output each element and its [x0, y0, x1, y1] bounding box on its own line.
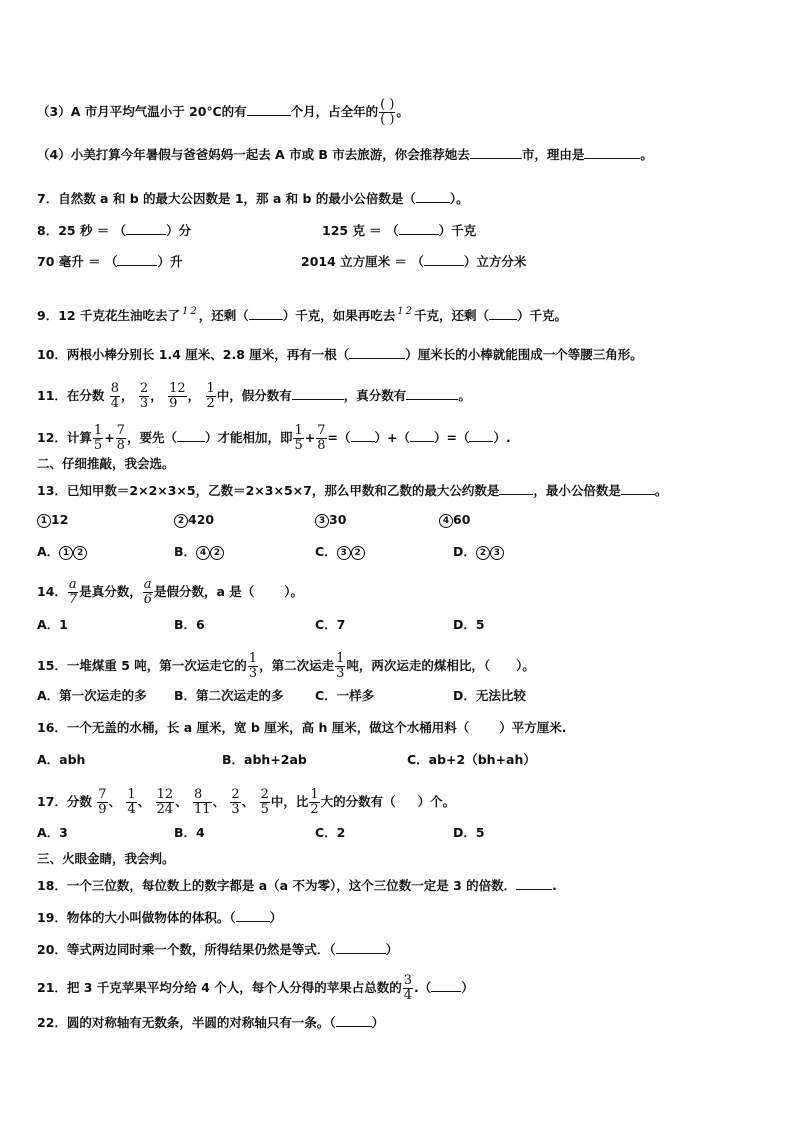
circled-number: 2: [174, 514, 188, 528]
separator: 、: [241, 794, 255, 809]
q14-option-b[interactable]: B．6: [174, 617, 205, 632]
q9-c: ）千克，如果再吃去: [282, 308, 396, 323]
fraction: [168, 382, 187, 411]
fraction-denominator: 5: [294, 438, 303, 453]
fraction-numerator: a: [143, 577, 152, 592]
q13-option-a[interactable]: [37, 544, 87, 560]
fraction-denominator: 3: [231, 802, 240, 817]
fraction-numerator: 1: [93, 423, 103, 438]
fraction-numerator: 12: [169, 381, 186, 396]
fraction-numerator: 1: [336, 651, 345, 666]
q11-end: 。: [458, 388, 471, 403]
q13-text: 13．已知甲数＝2×2×3×5，乙数＝2×3×5×7，那么甲数和乙数的最大公约数是: [37, 483, 500, 498]
q14-option-c[interactable]: C．7: [315, 617, 346, 632]
q9-e: ）千克。: [517, 308, 568, 323]
circled-number: 4: [196, 546, 210, 560]
q6-3-text-b: 个月，占全年的: [290, 104, 379, 119]
q13-item-value: 60: [453, 512, 471, 527]
q12-eq: =（: [327, 430, 351, 445]
fraction-numerator: a: [68, 577, 77, 592]
fraction-numerator: 3: [403, 973, 412, 988]
q13-end: 。: [654, 483, 668, 498]
q16-end: ）平方厘米.: [499, 720, 567, 735]
fraction-denominator: 24: [156, 802, 174, 817]
answer-blank[interactable]: [336, 941, 386, 954]
answer-blank[interactable]: [416, 190, 450, 203]
fraction-denominator: 2: [190, 306, 197, 317]
q18-text: 18．一个三位数，每位数上的数字都是 a（a 不为零），这个三位数一定是 3 的倍数．: [37, 878, 517, 893]
fraction-denominator: 9: [169, 396, 178, 411]
answer-blank[interactable]: [469, 429, 493, 442]
question-7: [37, 190, 469, 207]
q8-c: 70 毫升 ＝ （: [37, 254, 118, 269]
q17-option-b[interactable]: B．4: [174, 825, 205, 840]
fraction: [156, 788, 175, 817]
question-6-3: [37, 98, 409, 127]
fraction: [335, 652, 345, 681]
q22-end: ）: [371, 1015, 385, 1030]
answer-blank[interactable]: [584, 146, 640, 159]
q22-text: 22．圆的对称轴有无数条，半圆的对称轴只有一条。（: [37, 1015, 336, 1030]
fraction: [143, 578, 153, 607]
q14-option-d[interactable]: D．5: [453, 617, 485, 632]
fraction: [260, 788, 270, 817]
q13-item-2: [174, 512, 214, 528]
fraction-numerator: 1: [248, 651, 258, 666]
fraction: [126, 788, 136, 817]
q12-a: 12．计算: [37, 430, 92, 445]
question-10: [37, 346, 643, 363]
section-3-heading: 三、火眼金睛，我会判。: [37, 851, 175, 866]
fraction-denominator: ( ): [380, 112, 395, 127]
q12-d: ）+（: [374, 430, 410, 445]
q12-end: ）.: [493, 430, 511, 445]
q16-text: 16．一个无盖的水桶，长 a 厘米，宽 b 厘米，高 h 厘米，做这个水桶用料（: [37, 720, 470, 735]
q17-c: 大的分数有（: [320, 794, 396, 809]
fraction: [316, 424, 326, 453]
separator: ，: [187, 388, 201, 403]
q9-a: 9．12 千克花生油吃去了: [37, 308, 180, 323]
fraction-denominator: 7: [68, 592, 78, 607]
q6-3-end: 。: [396, 104, 409, 119]
q13-item-value: 12: [51, 512, 69, 527]
circled-number: 2: [476, 546, 490, 560]
q13-item-3: [315, 512, 346, 528]
option-label: A．: [37, 544, 60, 559]
q14-end: ）。: [284, 584, 304, 599]
q17-b: 中，比: [270, 794, 309, 809]
fraction-denominator: 6: [143, 592, 152, 607]
q12-b: ，要先（: [126, 430, 177, 445]
fraction-numerator: 1: [127, 787, 136, 802]
q8-d-end: ）立方分米: [463, 254, 527, 269]
separator: ，: [150, 388, 163, 403]
question-15: [37, 652, 535, 681]
question-11: [37, 382, 471, 411]
fraction: [110, 382, 120, 411]
q14-c: 是假分数，a 是（: [153, 584, 255, 599]
circled-number: 2: [73, 546, 87, 560]
fraction: [193, 788, 212, 817]
fraction: [396, 306, 413, 317]
answer-blank[interactable]: [431, 979, 461, 992]
q20-text: 20．等式两边同时乘一个数，所得结果仍然是等式．（: [37, 942, 336, 957]
q12-c: ）才能相加，即: [204, 430, 293, 445]
fraction-numerator: 2: [139, 381, 149, 396]
q14-option-a[interactable]: A．1: [37, 617, 68, 632]
fraction: [230, 788, 240, 817]
fraction-numerator: 1: [206, 381, 215, 396]
fraction-denominator: 8: [116, 438, 125, 453]
option-label: C．: [315, 544, 337, 559]
question-14: [37, 578, 303, 607]
q15-a: 15．一堆煤重 5 吨，第一次运走它的: [37, 658, 247, 673]
q17-option-c[interactable]: C．2: [315, 825, 346, 840]
section-2-heading: 二、仔细推敲，我会选。: [37, 456, 175, 471]
q20-end: ）: [385, 942, 399, 957]
separator: 、: [137, 794, 151, 809]
answer-blank[interactable]: [292, 387, 344, 400]
q18-end: .: [552, 878, 557, 893]
q14-a: 14．: [37, 584, 67, 599]
question-22: [37, 1014, 384, 1031]
question-17: [37, 788, 455, 817]
separator: 、: [175, 794, 188, 809]
q15-b: ，第二次运走: [259, 658, 335, 673]
q6-4-text-a: （4）小美打算今年暑假与爸爸妈妈一起去 A 市或 B 市去旅游，你会推荐她去: [37, 147, 470, 162]
question-8-row-2: [37, 253, 182, 270]
plus-sign: +: [304, 430, 316, 445]
q16-option-c[interactable]: C．ab+2（bh+ah）: [407, 752, 536, 767]
q11-b: 中，假分数有: [216, 388, 292, 403]
q6-3-text-a: （3）A 市月平均气温小于 20℃的有: [37, 104, 247, 119]
answer-blank[interactable]: [489, 307, 517, 320]
fraction-denominator: 11: [194, 802, 211, 817]
fraction: [116, 424, 126, 453]
fraction-numerator: 1: [397, 306, 404, 317]
q13-item-1: [37, 512, 68, 528]
q11-c: ，真分数有: [343, 388, 407, 403]
option-label: D．: [453, 544, 476, 559]
answer-blank[interactable]: [126, 222, 166, 235]
answer-blank[interactable]: [470, 146, 522, 159]
separator: 、: [108, 794, 122, 809]
fraction-numerator: 2: [260, 787, 269, 802]
answer-blank[interactable]: [499, 482, 533, 495]
answer-blank[interactable]: [351, 429, 375, 442]
q12-e: ）=（: [434, 430, 470, 445]
fraction: [68, 578, 78, 607]
q13-option-c[interactable]: [315, 544, 365, 560]
fraction-denominator: 4: [110, 396, 120, 411]
circled-number: 4: [439, 514, 453, 528]
q17-end: ）个。: [417, 794, 456, 809]
q13-item-value: 30: [329, 512, 347, 527]
fraction-denominator: 3: [248, 666, 258, 681]
q8-b: 125 克 ＝ （: [322, 223, 399, 238]
fraction-denominator: 2: [206, 396, 215, 411]
question-8-row-2b: [301, 253, 526, 270]
plus-sign: +: [104, 430, 115, 445]
q17-option-d[interactable]: D．5: [453, 825, 485, 840]
question-12: [37, 424, 511, 453]
circled-number: 3: [490, 546, 504, 560]
fraction-denominator: 2: [405, 306, 412, 317]
q6-4-text-b: 市，理由是: [521, 147, 585, 162]
question-18: [37, 877, 557, 894]
q15-option-d[interactable]: D．无法比较: [453, 688, 526, 703]
fraction-denominator: 8: [317, 438, 326, 453]
fraction-denominator: 3: [336, 666, 345, 681]
fraction: [293, 424, 303, 453]
fraction: [248, 652, 258, 681]
circled-number: 1: [37, 514, 51, 528]
option-label: B．: [174, 544, 197, 559]
fraction-denominator: 3: [139, 396, 149, 411]
q21-end: ）: [461, 980, 474, 995]
q10-text: 10．两根小棒分别长 1.4 厘米、2.8 厘米，再有一根（: [37, 347, 350, 362]
fraction: [139, 382, 149, 411]
q21-mid: .（: [413, 980, 432, 995]
fraction: [206, 382, 216, 411]
answer-blank[interactable]: [349, 346, 405, 359]
fraction-numerator: ( ): [380, 97, 395, 112]
answer-blank[interactable]: [424, 253, 464, 266]
question-20: [37, 941, 398, 958]
question-8-row-1b: [322, 222, 476, 239]
q19-text: 19．物体的大小叫做物体的体积。（: [37, 910, 236, 925]
fraction: [93, 424, 103, 453]
answer-blank[interactable]: [516, 877, 552, 890]
q15-option-a[interactable]: A．第一次运走的多: [37, 688, 147, 703]
fraction-numerator: 7: [317, 423, 326, 438]
answer-blank[interactable]: [621, 482, 655, 495]
fraction-numerator: 7: [116, 423, 125, 438]
fraction-denominator: 5: [260, 802, 269, 817]
separator: ，: [121, 388, 134, 403]
q9-b: ，还剩（: [198, 308, 249, 323]
circled-number: 2: [210, 546, 224, 560]
circled-number: 3: [337, 546, 351, 560]
answer-blank[interactable]: [117, 253, 157, 266]
fraction: [181, 306, 198, 317]
q16-option-a[interactable]: A．abh: [37, 752, 86, 767]
answer-blank[interactable]: [406, 387, 458, 400]
question-6-4: [37, 146, 653, 163]
question-16: [37, 720, 567, 736]
answer-blank[interactable]: [177, 429, 205, 442]
question-8-row-1: [37, 222, 191, 239]
q9-d: 千克，还剩（: [413, 308, 489, 323]
q15-c: 吨，两次运走的煤相比，（: [346, 658, 491, 673]
answer-blank[interactable]: [410, 429, 434, 442]
q14-b: 是真分数，: [79, 584, 142, 599]
answer-blank[interactable]: [236, 909, 270, 922]
q7-text: 7．自然数 a 和 b 的最大公因数是 1，那 a 和 b 的最小公倍数是（: [37, 191, 416, 206]
q13-option-d[interactable]: [453, 544, 504, 560]
q8-c-end: ）升: [157, 254, 183, 269]
fraction-numerator: 8: [194, 787, 203, 802]
fraction-numerator: 1: [181, 306, 189, 317]
q8-d: 2014 立方厘米 ＝ （: [301, 254, 424, 269]
q15-option-c[interactable]: C．一样多: [315, 688, 375, 703]
fraction-denominator: 9: [98, 802, 107, 817]
fraction-denominator: 5: [93, 438, 103, 453]
fraction: [309, 788, 319, 817]
q10-end: ）厘米长的小棒就能围成一个等腰三角形。: [405, 347, 643, 362]
q8-a-end: ）分: [166, 223, 192, 238]
answer-blank[interactable]: [249, 307, 283, 320]
q8-b-end: ）千克: [438, 223, 477, 238]
question-13: [37, 482, 667, 499]
q17-option-a[interactable]: A．3: [37, 825, 68, 840]
fraction-numerator: 12: [156, 787, 174, 802]
fraction-denominator: 4: [127, 802, 136, 817]
q13-mid: ，最小公倍数是: [533, 483, 621, 498]
q13-item-value: 420: [188, 512, 215, 527]
question-9: [37, 306, 567, 324]
answer-blank[interactable]: [247, 103, 291, 116]
q15-option-b[interactable]: B．第二次运走的多: [174, 688, 284, 703]
separator: 、: [212, 794, 226, 809]
fraction-numerator: 1: [310, 787, 319, 802]
q21-text: 21．把 3 千克苹果平均分给 4 个人，每个人分得的苹果占总数的: [37, 980, 402, 995]
q19-end: ）: [269, 910, 283, 925]
answer-blank[interactable]: [399, 222, 439, 235]
answer-blank[interactable]: [336, 1014, 372, 1027]
fraction-numerator: 7: [98, 787, 107, 802]
circled-number: 3: [315, 514, 329, 528]
q8-a: 8．25 秒 ＝ （: [37, 223, 127, 238]
q7-end: ）。: [449, 191, 469, 206]
q13-option-b[interactable]: [174, 544, 224, 560]
q17-a: 17．分数: [37, 794, 92, 809]
circled-number: 2: [351, 546, 365, 560]
q15-end: ）。: [516, 658, 535, 673]
fraction: [97, 788, 107, 817]
fraction-numerator: 1: [294, 423, 303, 438]
q6-4-end: 。: [640, 147, 653, 162]
q13-item-4: [439, 512, 470, 528]
fraction-denominator: 2: [310, 802, 319, 817]
fraction: [403, 974, 413, 1003]
q16-option-b[interactable]: B．abh+2ab: [222, 752, 307, 767]
fraction-numerator: 8: [110, 381, 120, 396]
q11-a: 11．在分数: [37, 388, 105, 403]
fraction: [379, 98, 395, 127]
question-19: [37, 909, 282, 926]
fraction-numerator: 2: [231, 787, 240, 802]
circled-number: 1: [59, 546, 73, 560]
question-21: [37, 974, 474, 1003]
fraction-denominator: 4: [403, 988, 412, 1003]
